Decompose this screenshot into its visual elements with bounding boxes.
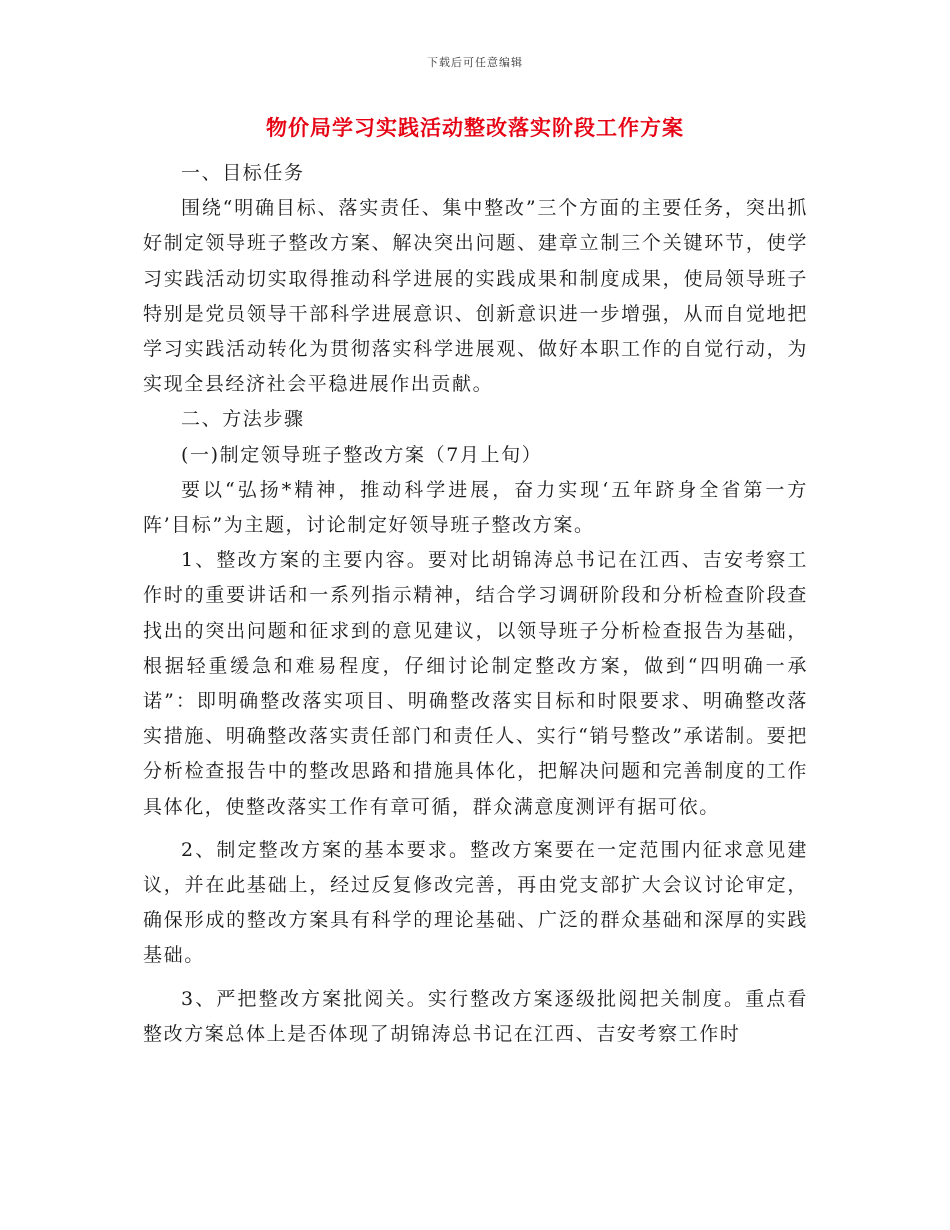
subsection-heading-plan: (一)制定领导班子整改方案（7月上旬） xyxy=(181,443,543,466)
paragraph-item-3: 3、严把整改方案批阅关。实行整改方案逐级批阅把关制度。重点看整改方案总体上是否体现了胡锦涛总书记在江西、吉安考察工作时 xyxy=(143,987,808,1045)
paragraph-goals: 围绕“明确目标、落实责任、集中整改”三个方面的主要任务，突出抓好制定领导班子整改方案、解决突出问题、建章立制三个关键环节，使学习实践活动切实取得推动科学进展的实践成果和制度成果，使局领导班子特别是党员领导干部科学进展意识、创新意识进一步增强，从而自觉地把学习实践活动转化为贯彻落实科学进展观、做好本职工作的自觉行动，为实现全县经济社会平稳进展作出贡献。 xyxy=(143,197,808,396)
paragraph-item-2: 2、制定整改方案的基本要求。整改方案要在一定范围内征求意见建议，并在此基础上，经过反复修改完善，再由党支部扩大会议讨论审定，确保形成的整改方案具有科学的理论基础、广泛的群众基础和深厚的实践基础。 xyxy=(143,838,808,967)
paragraph-item-1: 1、整改方案的主要内容。要对比胡锦涛总书记在江西、吉安考察工作时的重要讲话和一系列指示精神，结合学习调研阶段和分析检查阶段查找出的突出问题和征求到的意见建议，以领导班子分析检查报告为基础，根据轻重缓急和难易程度，仔细讨论制定整改方案，做到“四明确一承诺”：即明确整改落实项目、明确整改落实目标和时限要求、明确整改落实措施、明确整改落实责任部门和责任人、实行“销号整改”承诺制。要把分析检查报告中的整改思路和措施具体化，把解决问题和完善制度的工作具体化，使整改落实工作有章可循，群众满意度测评有据可依。 xyxy=(143,549,808,818)
section-heading-goals: 一、目标任务 xyxy=(181,162,305,184)
header-note: 下载后可任意编辑 xyxy=(427,56,523,69)
document-title: 物价局学习实践活动整改落实阶段工作方案 xyxy=(266,115,684,140)
paragraph-theme: 要以“弘扬*精神，推动科学进展，奋力实现‘五年跻身全省第一方阵’目标”为主题，讨论制定好领导班子整改方案。 xyxy=(143,478,808,537)
document-body xyxy=(143,156,808,1052)
section-heading-steps: 二、方法步骤 xyxy=(181,408,305,431)
